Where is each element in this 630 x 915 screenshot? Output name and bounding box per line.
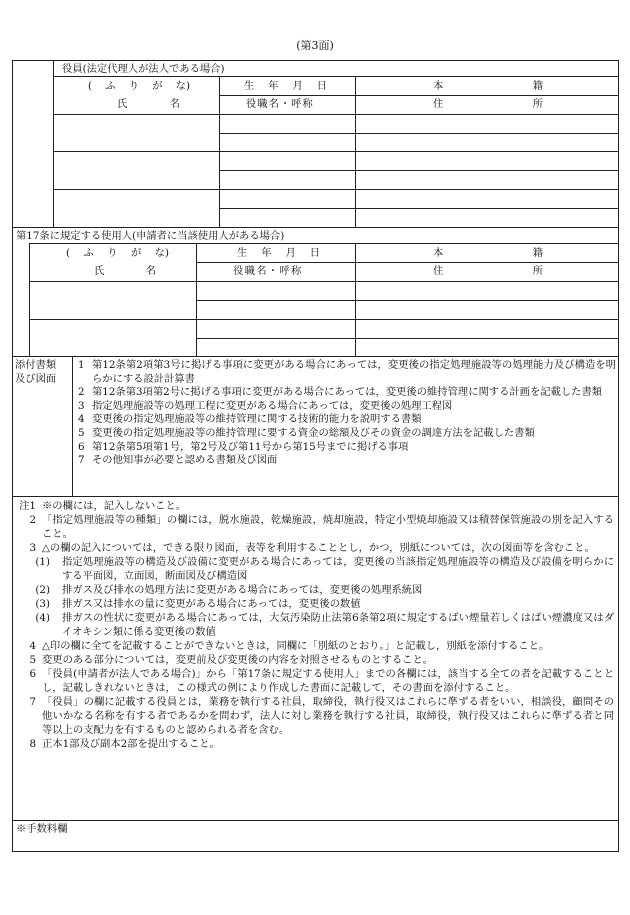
officers-address-header: 住 所 [433,98,543,110]
employees-furigana-header: ( ふ り が な) [66,247,169,259]
officers-domicile-header: 本 籍 [433,80,543,92]
employees-domicile-header: 本 籍 [433,247,543,259]
attachment-item: 7 その他知事が必要と認める書類及び図面 [78,454,278,467]
note-subitem: (4) 排ガスの性状に変更がある場合にあっては，大気汚染防止法第6条第2項に規定するばい煙量若しくはばい煙濃度又はダイオキシン類に係る変更後の数値 [35,612,614,638]
note-item: 7 「役員」の欄に記載する役員とは，業務を執行する社員，取締役，執行役又はこれらに準ずる者をいい，相談役，顧問その他いかなる名称を有する者であるかを問わず，法人に対し業務を執行する社員，取締役，執行役又はこれらに準ずる者と同等以上の支配力を有するものと認められる者を含む。 [29,696,614,736]
note-item: 5 変更のある部分については，変更前及び変更後の内容を対照させるものとすること。 [29,654,434,666]
notes-list [16,499,614,751]
officers-title-header: 役職名・呼称 [246,98,314,110]
attachments-label-2: 及び図面 [15,373,57,385]
note-item: 2 「指定処理施設等の種類」の欄には，脱水施設，乾燥施設，焼却施設，特定小型焼却施設又は積替保管施設の別を記入すること。 [29,514,614,540]
note-item: 3 △の欄の記入については，できる限り図面，表等を利用することとし，かつ，別紙については，次の図面等を含むこと。 [29,542,595,554]
note-item: 6 「役員(申請者が法人である場合)」から「第17条に規定する使用人」までの各欄には，該当する全ての者を記載することとし，記載しきれないときは，この様式の例により作成した書面に記載して，その書面を添付すること。 [29,668,614,694]
officers-furigana-header: ( ふ り が な) [88,80,190,92]
page-number: (第3面) [296,39,334,52]
attachment-item: 6 第12条第5項第1号，第2号及び第11号から第15号までに掲げる事項 [78,440,409,453]
fee-label: ※手数料欄 [16,823,68,835]
note-subitem: (2) 排ガス及び排水の処理方法に変更がある場合にあっては，変更後の処理系統図 [35,584,423,596]
employees-birth-header: 生 年 月 日 [237,247,320,259]
employees-address-header: 住 所 [433,265,543,277]
attachment-item: 5 変更後の指定処理施設等の維持管理に要する資金の総額及びその資金の調達方法を記載した書類 [78,426,535,439]
attachment-item: 2 第12条第3項第2号に掲げる事項に変更がある場合にあっては，変更後の維持管理に関する計画を記載した書類 [78,386,603,399]
note-item: 8 正本1部及び副本2部を提出すること。 [29,738,220,750]
attachment-item: 4 変更後の指定処理施設等の維持管理に関する技術的能力を説明する書類 [78,413,422,426]
note-item: 注1 ※の欄には，記入しないこと。 [19,500,187,512]
officers-name-header: 氏 名 [117,98,180,110]
officers-birth-header: 生 年 月 日 [244,80,327,92]
attachments-label-1: 添付書類 [15,359,57,371]
note-subitem: (1) 指定処理施設等の構造及び設備に変更がある場合にあっては，変更後の当該指定処理施設等の構造及び設備を明らかにする平面図，立面図，断面図及び構造図 [35,556,614,582]
note-item: 4 △印の欄に全てを記載することができないときは，同欄に「別紙のとおり。」と記載し，別紙を添付すること。 [29,640,550,652]
note-subitem: (3) 排ガス又は排水の量に変更がある場合にあっては，変更後の数値 [35,598,361,610]
attachments-list [78,359,616,468]
employees-title: 第17条に規定する使用人(申請者に当該使用人がある場合) [16,230,285,242]
attachment-item: 1 第12条第2項第3号に掲げる事項に変更がある場合にあっては，変更後の指定処理施設等の処理能力及び構造を明らかにする設計計算書 [78,359,616,385]
officers-title: 役員(法定代理人が法人である場合) [62,63,225,75]
employees-title-header: 役職名・呼称 [233,265,303,277]
employees-name-header: 氏 名 [94,265,156,277]
attachment-item: 3 指定処理施設等の処理工程に変更がある場合にあっては，変更後の処理工程図 [78,399,453,412]
